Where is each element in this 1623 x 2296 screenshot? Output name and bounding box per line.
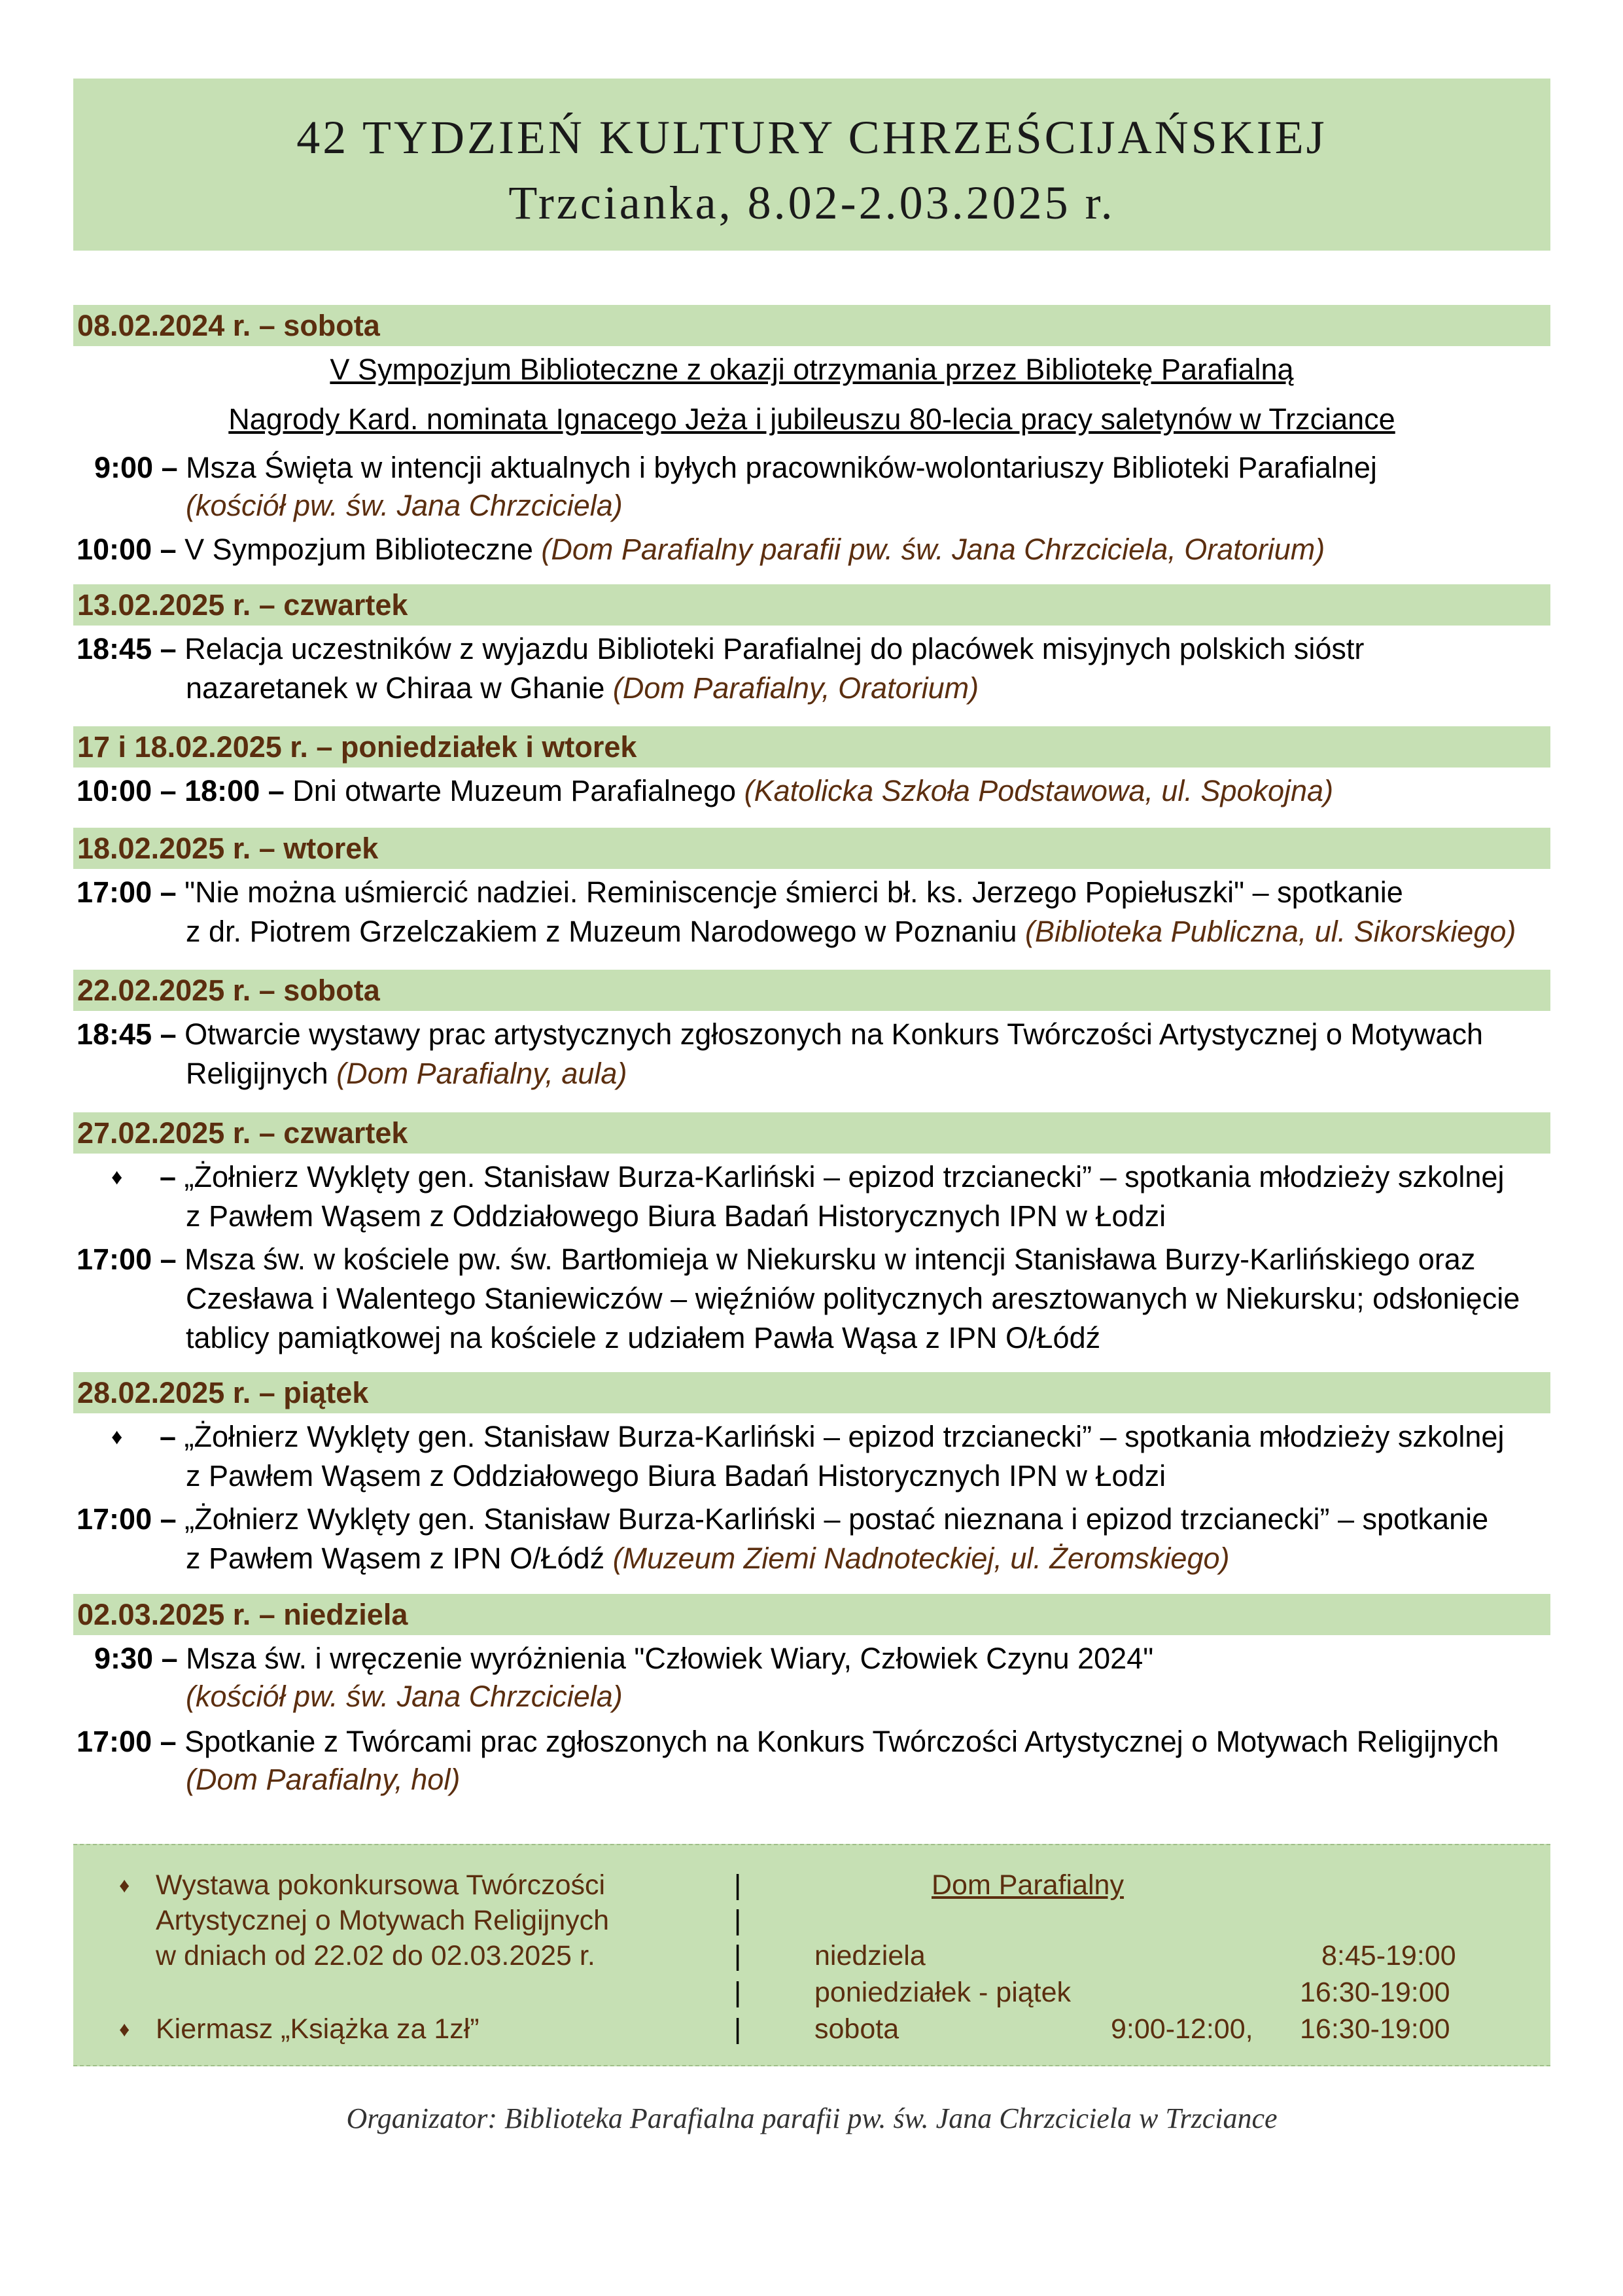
day-heading: 13.02.2025 r. – czwartek xyxy=(73,584,1550,626)
organizer-footer: Organizator: Biblioteka Parafialna parafii pw. św. Jana Chrzciciela w Trzciance xyxy=(346,2102,1278,2134)
event-line: 17:00 – Msza św. w kościele pw. św. Bartłomieja w Niekursku w intencji Stanisława Burzy-Karlińskiego oraz xyxy=(77,1243,1476,1276)
day-heading: 17 i 18.02.2025 r. – poniedziałek i wtorek xyxy=(73,726,1550,768)
page-title: 42 TYDZIEŃ KULTURY CHRZEŚCIJAŃSKIEJ xyxy=(296,111,1327,164)
diamond-bullet-icon: ♦ xyxy=(111,1424,123,1449)
column-separator: | xyxy=(734,1869,742,1901)
event-line: 18:45 – Otwarcie wystawy prac artystycznych zgłoszonych na Konkurs Twórczości Artystycznej o Motywach xyxy=(77,1017,1483,1051)
hours-day: sobota xyxy=(814,2013,899,2045)
event-line: 9:30 – Msza św. i wręczenie wyróżnienia "Człowiek Wiary, Człowiek Czynu 2024" xyxy=(94,1642,1154,1675)
book-fair-text: Kiermasz „Książka za 1zł” xyxy=(156,2013,480,2045)
day-heading: 28.02.2025 r. – piątek xyxy=(73,1372,1550,1413)
title-banner xyxy=(73,79,1550,251)
event-line-continued: Czesława i Walentego Staniewiczów – więźniów politycznych aresztowanych w Niekursku; odsłonięcie xyxy=(186,1282,1520,1315)
event-line-continued: Religijnych (Dom Parafialny, aula) xyxy=(186,1057,627,1090)
day-heading: 02.03.2025 r. – niedziela xyxy=(73,1594,1550,1635)
exhibition-text: w dniach od 22.02 do 02.03.2025 r. xyxy=(156,1940,595,1971)
event-line-continued: z Pawłem Wąsem z Oddziałowego Biura Badań Historycznych IPN w Łodzi xyxy=(186,1199,1166,1233)
event-line: – „Żołnierz Wyklęty gen. Stanisław Burza-Karliński – epizod trzcianecki” – spotkania młodzieży szkolnej xyxy=(160,1420,1505,1453)
day-heading: 27.02.2025 r. – czwartek xyxy=(73,1112,1550,1154)
hours-time: 9:00-12:00, xyxy=(1111,2013,1253,2045)
column-separator: | xyxy=(734,1905,742,1936)
day-heading: 08.02.2024 r. – sobota xyxy=(73,305,1550,346)
day-heading: 18.02.2025 r. – wtorek xyxy=(73,828,1550,869)
event-line: 10:00 – V Sympozjum Biblioteczne (Dom Parafialny parafii pw. św. Jana Chrzciciela, Oratorium) xyxy=(77,533,1325,566)
event-place: (Dom Parafialny, hol) xyxy=(186,1763,461,1796)
event-line-continued: tablicy pamiątkowej na kościele z udziałem Pawła Wąsa z IPN O/Łódź xyxy=(186,1321,1101,1354)
event-line-continued: z Pawłem Wąsem z IPN O/Łódź (Muzeum Ziemi Nadnoteckiej, ul. Żeromskiego) xyxy=(186,1542,1230,1575)
event-line-continued: nazaretanek w Chiraa w Ghanie (Dom Parafialny, Oratorium) xyxy=(186,671,979,705)
symposium-intro-line: Nagrody Kard. nominata Ignacego Jeża i jubileuszu 80-lecia pracy saletynów w Trzciance xyxy=(228,402,1395,436)
event-line-continued: z dr. Piotrem Grzelczakiem z Muzeum Narodowego w Poznaniu (Biblioteka Publiczna, ul. Sikorskiego) xyxy=(186,915,1516,948)
hours-day: niedziela xyxy=(814,1940,926,1971)
exhibition-text: Artystycznej o Motywach Religijnych xyxy=(156,1905,610,1936)
day-heading: 22.02.2025 r. – sobota xyxy=(73,970,1550,1011)
diamond-bullet-icon: ♦ xyxy=(119,1873,130,1897)
symposium-intro-line: V Sympozjum Biblioteczne z okazji otrzymania przez Bibliotekę Parafialną xyxy=(330,353,1294,386)
event-place: (kościół pw. św. Jana Chrzciciela) xyxy=(186,1680,623,1713)
event-place: (kościół pw. św. Jana Chrzciciela) xyxy=(186,489,623,522)
diamond-bullet-icon: ♦ xyxy=(111,1165,123,1190)
event-line: 10:00 – 18:00 – Dni otwarte Muzeum Parafialnego (Katolicka Szkoła Podstawowa, ul. Spokojna) xyxy=(77,774,1334,807)
page-subtitle: Trzcianka, 8.02-2.03.2025 r. xyxy=(508,177,1115,229)
hours-time: 16:30-19:00 xyxy=(1300,2013,1450,2045)
event-line-continued: z Pawłem Wąsem z Oddziałowego Biura Badań Historycznych IPN w Łodzi xyxy=(186,1459,1166,1492)
column-separator: | xyxy=(734,1940,742,1971)
venue-title: Dom Parafialny xyxy=(932,1869,1124,1901)
column-separator: | xyxy=(734,1977,742,2008)
event-line: 18:45 – Relacja uczestników z wyjazdu Biblioteki Parafialnej do placówek misyjnych polskich sióstr xyxy=(77,632,1365,665)
event-line: – „Żołnierz Wyklęty gen. Stanisław Burza-Karliński – epizod trzcianecki” – spotkania młodzieży szkolnej xyxy=(160,1160,1505,1193)
exhibition-text: Wystawa pokonkursowa Twórczości xyxy=(156,1869,606,1901)
event-line: 17:00 – Spotkanie z Twórcami prac zgłoszonych na Konkurs Twórczości Artystycznej o Motywach Religijnych xyxy=(77,1725,1499,1758)
info-box xyxy=(73,1844,1550,2066)
event-line: 9:00 – Msza Święta w intencji aktualnych i byłych pracowników-wolontariuszy Biblioteki Parafialnej xyxy=(94,451,1377,484)
hours-time: 16:30-19:00 xyxy=(1300,1977,1450,2008)
diamond-bullet-icon: ♦ xyxy=(119,2017,130,2041)
event-line: 17:00 – "Nie można uśmiercić nadziei. Reminiscencje śmierci bł. ks. Jerzego Popiełuszki" – spotkanie xyxy=(77,875,1403,909)
hours-time: 8:45-19:00 xyxy=(1321,1940,1456,1971)
event-line: 17:00 – „Żołnierz Wyklęty gen. Stanisław Burza-Karliński – postać nieznana i epizod trzcianecki” – spotkanie xyxy=(77,1502,1489,1536)
hours-day: poniedziałek - piątek xyxy=(814,1977,1072,2008)
column-separator: | xyxy=(734,2013,742,2045)
